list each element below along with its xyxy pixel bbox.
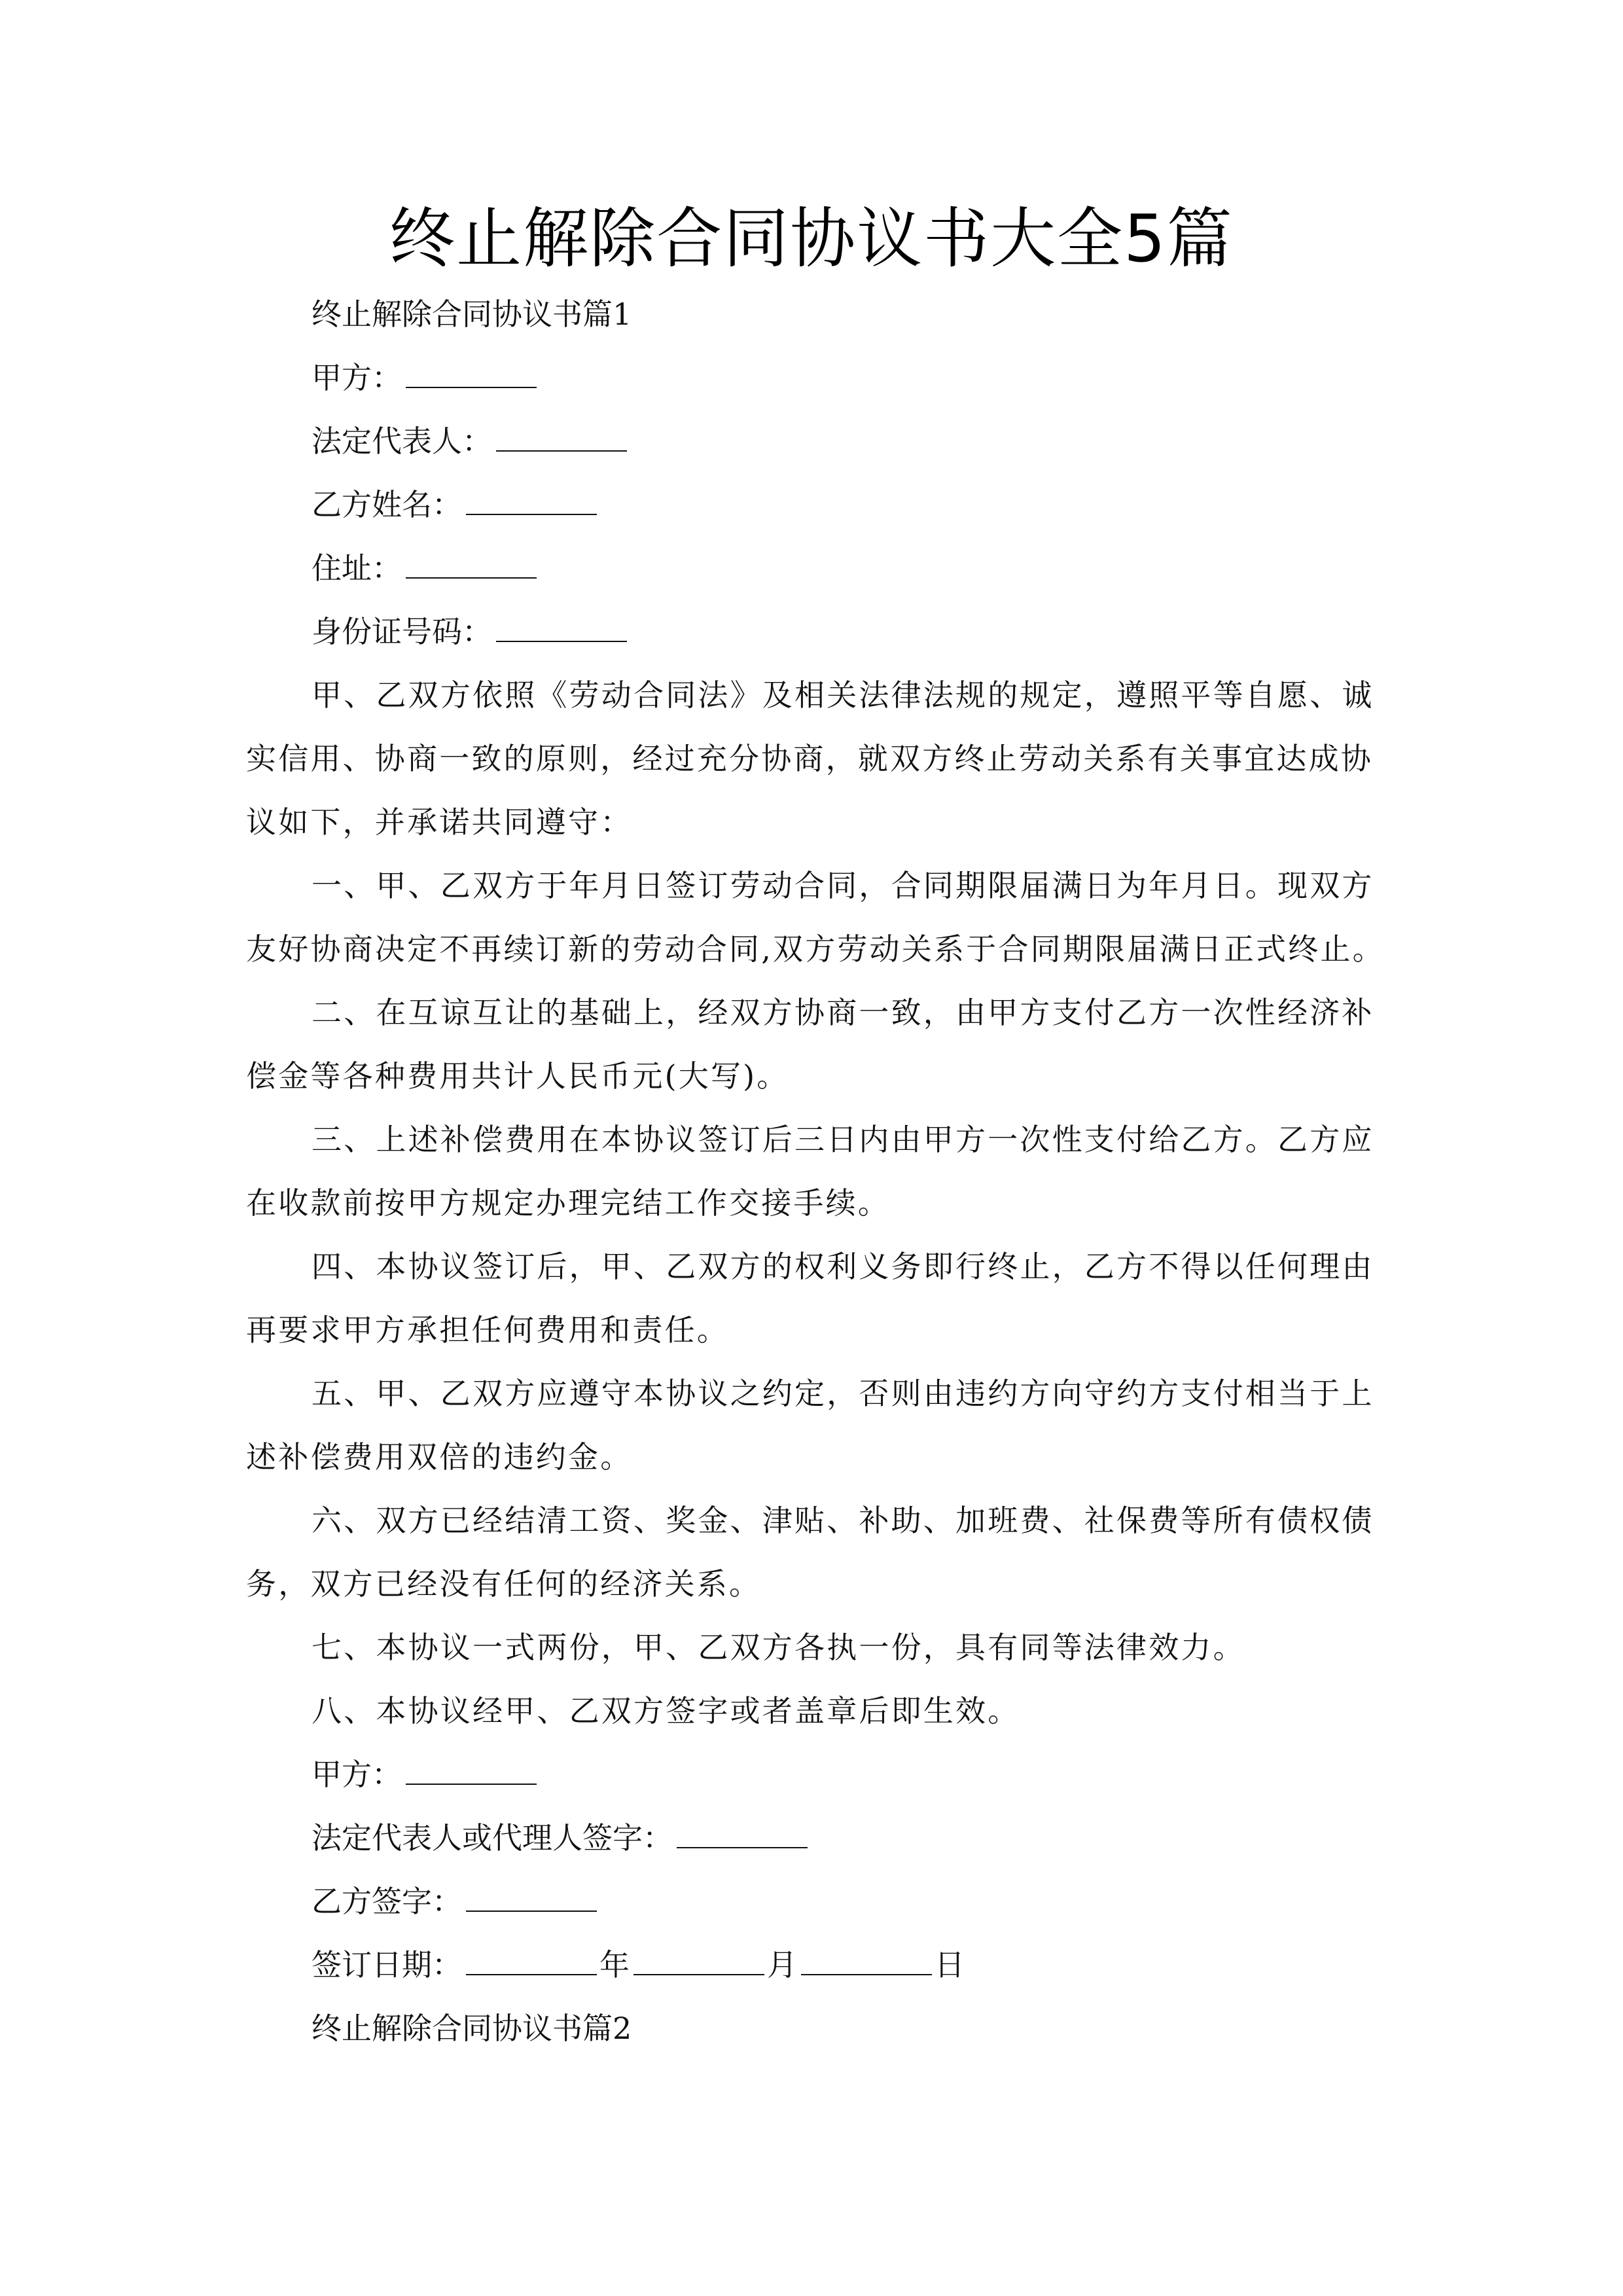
id-number-field: [312, 612, 630, 651]
clause-1-line-1: 一、甲、乙双方于年月日签订劳动合同，合同期限届满日为年月日。现双方: [312, 868, 1374, 903]
id-number-blank[interactable]: [496, 612, 627, 642]
sign-date-day-blank[interactable]: [801, 1945, 932, 1975]
legal-rep-blank[interactable]: [496, 422, 627, 452]
clause-2-line-2: 偿金等各种费用共计人民币元(大写)。: [246, 1058, 789, 1094]
address-label: 住址：: [312, 550, 402, 586]
sign-party-b-label: 乙方签字：: [312, 1884, 462, 1919]
sign-party-a-blank[interactable]: [406, 1755, 537, 1785]
section-heading-2: 终止解除合同协议书篇2: [312, 2011, 632, 2046]
id-number-label: 身份证号码：: [312, 614, 492, 649]
clause-7-line-1: 七、本协议一式两份，甲、乙双方各执一份，具有同等法律效力。: [312, 1630, 1245, 1665]
clause-8-line-1: 八、本协议经甲、乙双方签字或者盖章后即生效。: [312, 1693, 1020, 1729]
legal-rep-field: [312, 422, 630, 461]
year-unit: 年: [599, 1947, 630, 1982]
preamble-line-2: 实信用、协商一致的原则，经过充分协商，就双方终止劳动关系有关事宜达成协: [246, 741, 1373, 776]
clause-4-line-1: 四、本协议签订后，甲、乙双方的权利义务即行终止，乙方不得以任何理由: [312, 1249, 1374, 1284]
sign-date-label: 签订日期：: [312, 1947, 462, 1982]
month-unit: 月: [767, 1947, 797, 1982]
sign-rep-blank[interactable]: [677, 1818, 808, 1848]
clause-5-line-2: 述补偿费用双倍的违约金。: [246, 1439, 633, 1475]
clause-2-line-1: 二、在互谅互让的基础上，经双方协商一致，由甲方支付乙方一次性经济补: [312, 995, 1374, 1030]
preamble-line-3: 议如下，并承诺共同遵守：: [246, 804, 633, 840]
party-b-name-field: [312, 485, 599, 524]
address-field: [312, 548, 539, 588]
sign-party-b-field: [312, 1882, 599, 1921]
party-a-label: 甲方：: [312, 360, 402, 395]
party-b-name-blank[interactable]: [466, 485, 597, 515]
party-a-field: [312, 358, 539, 397]
sign-rep-label: 法定代表人或代理人签字：: [312, 1820, 673, 1856]
clause-3-line-2: 在收款前按甲方规定办理完结工作交接手续。: [246, 1185, 890, 1221]
clause-6-line-1: 六、双方已经结清工资、奖金、津贴、补助、加班费、社保费等所有债权债: [312, 1503, 1374, 1538]
sign-date-year-blank[interactable]: [466, 1945, 597, 1975]
clause-4-line-2: 再要求甲方承担任何费用和责任。: [246, 1312, 729, 1348]
sign-rep-field: [312, 1818, 810, 1857]
clause-5-line-1: 五、甲、乙双方应遵守本协议之约定，否则由违约方向守约方支付相当于上: [312, 1376, 1374, 1411]
legal-rep-label: 法定代表人：: [312, 423, 492, 459]
sign-party-a-label: 甲方：: [312, 1757, 402, 1792]
section-heading-1: 终止解除合同协议书篇1: [312, 296, 632, 332]
clause-3-line-1: 三、上述补偿费用在本协议签订后三日内由甲方一次性支付给乙方。乙方应: [312, 1122, 1374, 1157]
sign-party-b-blank[interactable]: [466, 1882, 597, 1912]
party-a-blank[interactable]: [406, 358, 537, 388]
sign-date-month-blank[interactable]: [633, 1945, 764, 1975]
party-b-name-label: 乙方姓名：: [312, 487, 462, 522]
sign-party-a-field: [312, 1755, 539, 1794]
clause-6-line-2: 务，双方已经没有任何的经济关系。: [246, 1566, 762, 1602]
day-unit: 日: [935, 1947, 965, 1982]
clause-1-line-2: 友好协商决定不再续订新的劳动合同,双方劳动关系于合同期限届满日正式终止。: [246, 931, 1385, 967]
preamble-line-1: 甲、乙双方依照《劳动合同法》及相关法律法规的规定，遵照平等自愿、诚: [312, 677, 1374, 713]
sign-date-field: [312, 1945, 965, 1984]
address-blank[interactable]: [406, 548, 537, 579]
document-title: 终止解除合同协议书大全5篇: [389, 200, 1234, 277]
